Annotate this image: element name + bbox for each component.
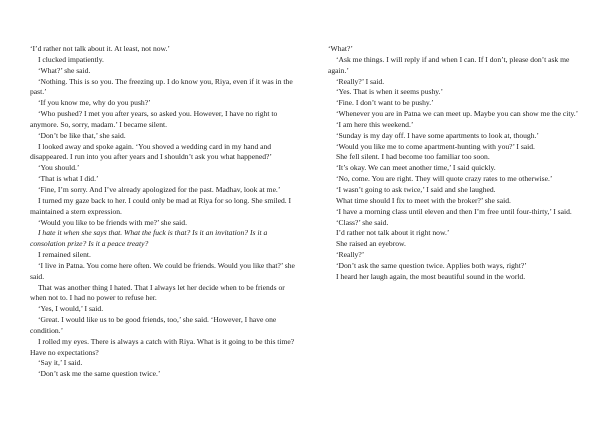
paragraph: What time should I fix to meet with the broker?’ she said.: [336, 195, 511, 205]
paragraph: ‘If you know me, why do you push?’: [38, 98, 151, 108]
paragraph: I clucked impatiently.: [38, 54, 104, 64]
paragraph: ‘You should.’: [38, 163, 80, 173]
paragraph: ‘Fine. I don’t want to be pushy.’: [336, 98, 434, 108]
paragraph: ‘I live in Patna. You come here often. We could be friends. Would you like that?’ she said.: [30, 260, 295, 281]
paragraph: ‘Really?’: [336, 250, 365, 260]
paragraph: I hate it when she says that. What the fuck is that? Is it an invitation? Is it a consolation prize? Is it a peace treaty?: [30, 228, 268, 249]
paragraph: ‘Yes, I would,’ I said.: [38, 304, 104, 314]
paragraph: ‘Yes. That is when it seems pushy.’: [336, 87, 444, 97]
paragraph: ‘Don’t ask the same question twice. Applies both ways, right?’: [336, 260, 527, 270]
paragraph: ‘What?’: [328, 44, 353, 53]
right-page: [328, 44, 582, 283]
paragraph: ‘Don’t ask me the same question twice.’: [38, 369, 161, 379]
paragraph: ‘That is what I did.’: [38, 174, 99, 184]
paragraph: I rolled my eyes. There is always a catch with Riya. What is it going to be this time? Have no expectations?: [30, 336, 295, 357]
paragraph: She fell silent. I had become too familiar too soon.: [336, 152, 490, 162]
paragraph: ‘Whenever you are in Patna we can meet up. Maybe you can show me the city.’: [336, 109, 579, 119]
paragraph: ‘No, come. You are right. They will quote crazy rates to me otherwise.’: [336, 174, 553, 184]
paragraph: ‘I have a morning class until eleven and then I’m free until four-thirty,’ I said.: [336, 206, 572, 216]
paragraph: ‘What?’ she said.: [38, 65, 91, 75]
paragraph: ‘Nothing. This is so you. The freezing up. I do know you, Riya, even if it was in the past.’: [30, 76, 293, 97]
paragraph: ‘Class?’ she said.: [336, 217, 389, 227]
paragraph: ‘Really?’ I said.: [336, 76, 385, 86]
paragraph: I looked away and spoke again. ‘You shoved a wedding card in my hand and disappeared. I run into you after years and I shouldn’t ask you what happened?’: [30, 141, 272, 162]
paragraph: ‘Would you like to be friends with me?’ she said.: [38, 217, 187, 227]
paragraph: ‘Sunday is my day off. I have some apartments to look at, though.’: [336, 130, 539, 140]
paragraph: I’d rather not talk about it right now.’: [336, 228, 450, 238]
paragraph: ‘I am here this weekend.’: [336, 119, 414, 129]
left-page: [30, 44, 300, 380]
paragraph: ‘Don’t be like that,’ she said.: [38, 130, 126, 140]
paragraph: I remained silent.: [38, 250, 91, 260]
paragraph: She raised an eyebrow.: [336, 239, 406, 249]
paragraph: ‘Say it,’ I said.: [38, 358, 83, 368]
paragraph: ‘Fine, I’m sorry. And I’ve already apologized for the past. Madhav, look at me.’: [38, 184, 281, 194]
paragraph: ‘Great. I would like us to be good friends, too,’ she said. ‘However, I have one condition.’: [30, 315, 277, 335]
paragraph: ‘Who pushed? I met you after years, so asked you. However, I have no right to anymore. So, sorry, madam.’ I became silent.: [30, 109, 278, 129]
paragraph: I heard her laugh again, the most beautiful sound in the world.: [336, 271, 526, 281]
paragraph: I turned my gaze back to her. I could only be mad at Riya for so long. She smiled. I maintained a stern expression.: [30, 195, 292, 216]
paragraph: ‘I’d rather not talk about it. At least, not now.’: [30, 44, 170, 53]
paragraph: ‘It’s okay. We can meet another time,’ I said quickly.: [336, 163, 496, 173]
paragraph: That was another thing I hated. That I always let her decide when to be friends or when not to. I had no power to refuse her.: [30, 282, 285, 303]
paragraph: ‘Would you like me to come apartment-hunting with you?’ I said.: [336, 141, 535, 151]
paragraph: ‘I wasn’t going to ask twice,’ I said and she laughed.: [336, 184, 496, 194]
paragraph: ‘Ask me things. I will reply if and when I can. If I don’t, please don’t ask me again.’: [328, 54, 570, 75]
